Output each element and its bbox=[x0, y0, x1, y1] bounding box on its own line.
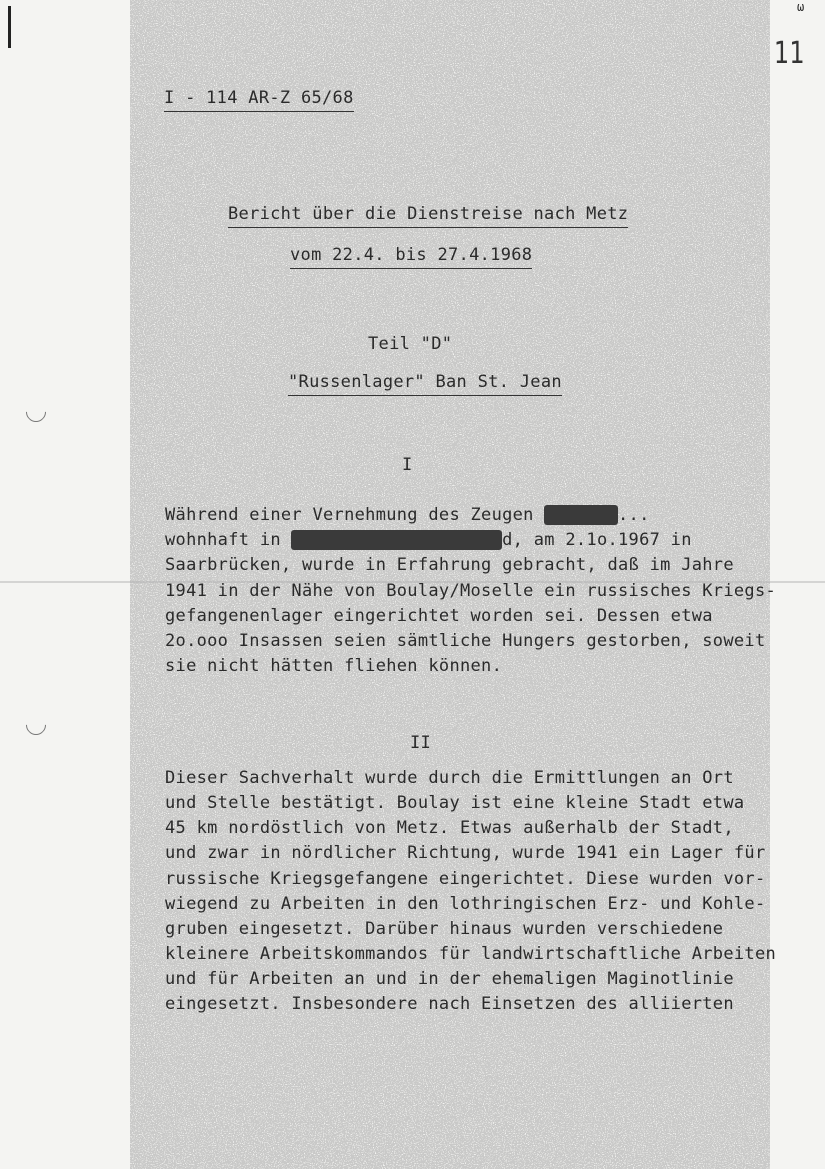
section2-line: und Stelle bestätigt. Boulay ist eine kleine Stadt etwa bbox=[165, 793, 745, 813]
section1-line: sie nicht hätten fliehen können. bbox=[165, 656, 503, 676]
section2-line: und für Arbeiten an und in der ehemaligen Maginotlinie bbox=[165, 969, 734, 989]
section1-line: wohnhaft in d, am 2.1o.1967 in bbox=[165, 530, 692, 550]
subject-heading: "Russenlager" Ban St. Jean bbox=[288, 372, 562, 392]
section2-line: russische Kriegsgefangene eingerichtet. Diese wurden vor- bbox=[165, 869, 766, 889]
section2-line: 45 km nordöstlich von Metz. Etwas außerhalb der Stadt, bbox=[165, 818, 734, 838]
section2-line: eingesetzt. Insbesondere nach Einsetzen des alliierten bbox=[165, 994, 734, 1014]
section1-line: Saarbrücken, wurde in Erfahrung gebracht, daß im Jahre bbox=[165, 555, 734, 575]
redacted-name bbox=[544, 505, 618, 525]
corner-mark: ω bbox=[797, 0, 805, 14]
section2-line: Dieser Sachverhalt wurde durch die Ermittlungen an Ort bbox=[165, 768, 734, 788]
section-numeral-2: II bbox=[410, 733, 432, 753]
punch-hole-mark bbox=[22, 711, 50, 739]
punch-hole-mark bbox=[22, 398, 50, 426]
report-dates: vom 22.4. bis 27.4.1968 bbox=[290, 245, 532, 265]
section2-line: und zwar in nördlicher Richtung, wurde 1941 ein Lager für bbox=[165, 843, 766, 863]
redacted-address bbox=[291, 530, 502, 550]
reference-number: I - 114 AR-Z 65/68 bbox=[164, 88, 354, 108]
section2-line: wiegend zu Arbeiten in den lothringischen Erz- und Kohle- bbox=[165, 894, 766, 914]
section1-line: Während einer Vernehmung des Zeugen ... bbox=[165, 505, 650, 525]
section2-line: gruben eingesetzt. Darüber hinaus wurden verschiedene bbox=[165, 919, 724, 939]
page-edge-mark bbox=[8, 6, 11, 48]
report-title: Bericht über die Dienstreise nach Metz bbox=[228, 204, 628, 224]
section1-line: gefangenenlager eingerichtet worden sei. Dessen etwa bbox=[165, 606, 713, 626]
section1-line: 1941 in der Nähe von Boulay/Moselle ein russisches Kriegs- bbox=[165, 581, 777, 601]
section2-line: kleinere Arbeitskommandos für landwirtschaftliche Arbeiten bbox=[165, 944, 777, 964]
section1-line: 2o.ooo Insassen seien sämtliche Hungers gestorben, soweit bbox=[165, 631, 766, 651]
part-heading: Teil "D" bbox=[368, 334, 453, 354]
section-numeral-1: I bbox=[402, 455, 413, 475]
handwritten-page-number: 11 bbox=[773, 36, 805, 71]
